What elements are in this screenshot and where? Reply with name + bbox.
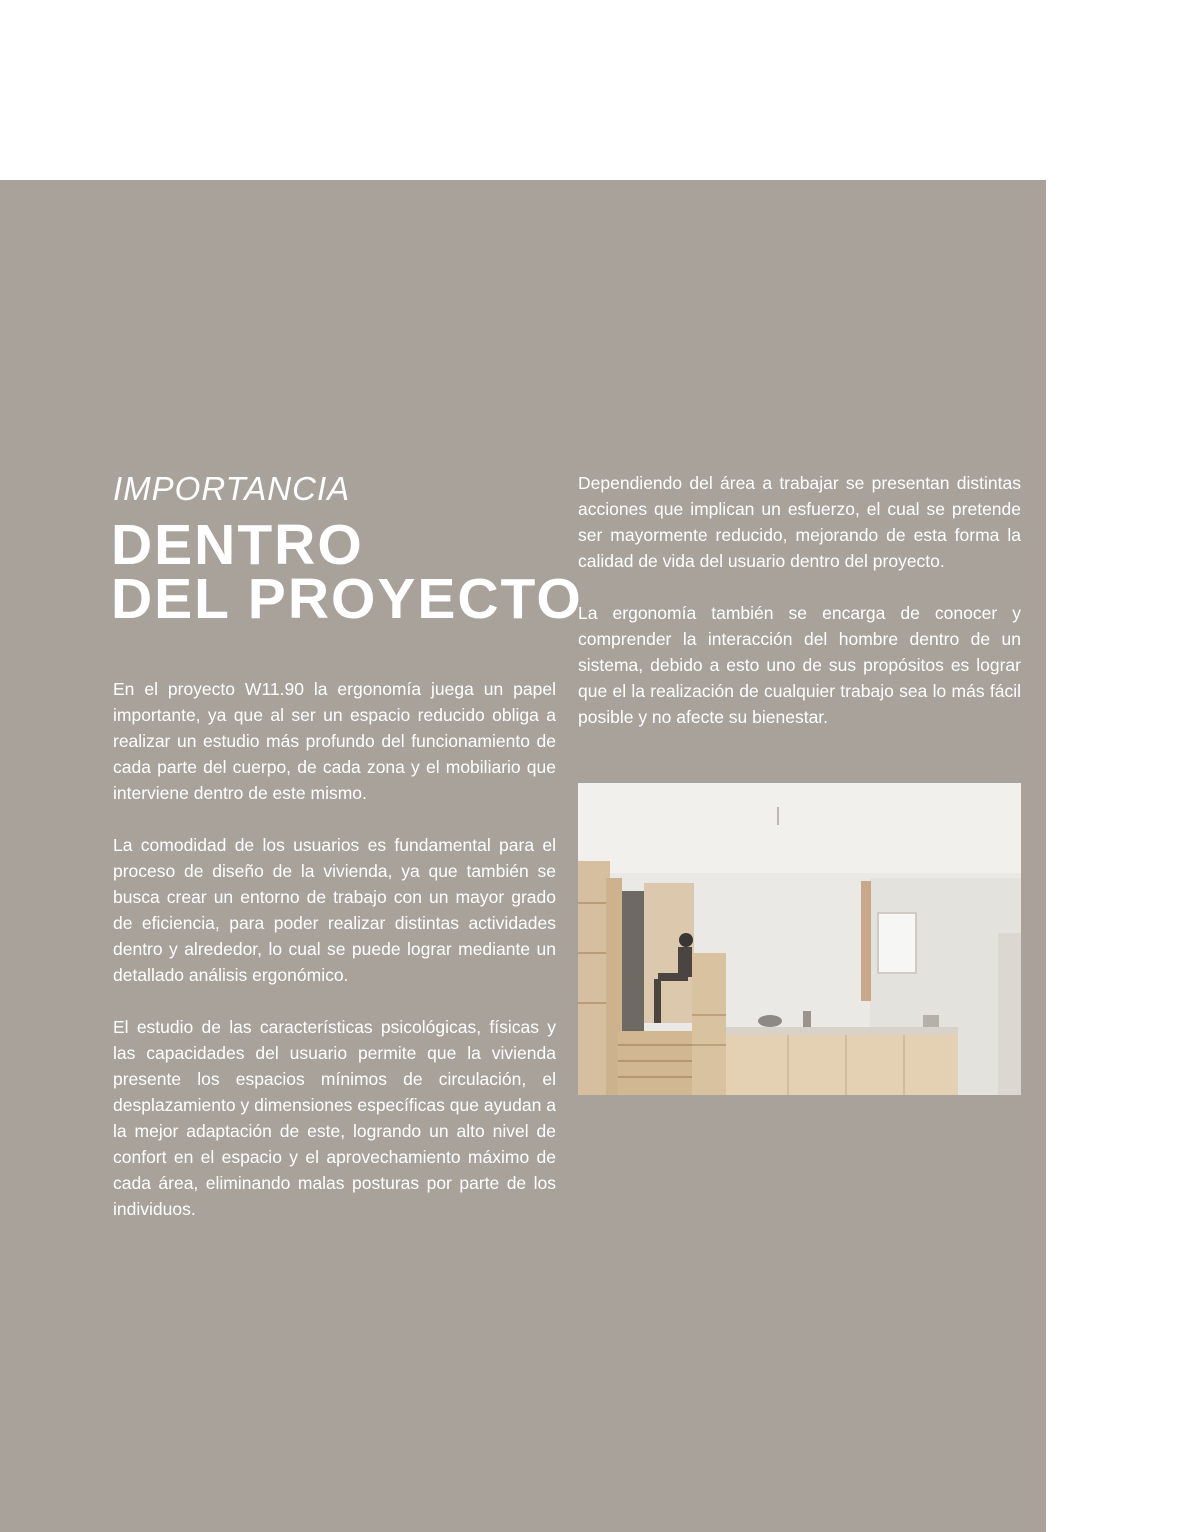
interior-photo-illustration (578, 783, 1021, 1095)
paragraph: La comodidad de los usuarios es fundamental para el proceso de diseño de la vivienda, ya que también se busca crear un entorno de trabajo con un mayor grado de eficiencia, para poder realizar distintas actividades dentro y alrededor, lo cual se puede lograr mediante un detallado análisis ergonómico. (113, 835, 556, 985)
page-title (111, 513, 583, 631)
title-line-2: DEL PROYECTO (111, 567, 583, 631)
title-line-1: DENTRO (111, 513, 364, 577)
paragraph: El estudio de las características psicológicas, físicas y las capacidades del usuario permite que la vivienda presente los espacios mínimos de circulación, el desplazamiento y dimensiones específicas que ayudan a la mejor adaptación de este, logrando un alto nivel de confort en el espacio y el aprovechamiento máximo de cada área, eliminando malas posturas por parte de los individuos. (113, 1017, 556, 1219)
paragraph: En el proyecto W11.90 la ergonomía juega un papel importante, ya que al ser un espacio reducido obliga a realizar un estudio más profundo del funcionamiento de cada parte del cuerpo, de cada zona y el mobiliario que interviene dentro de este mismo. (113, 679, 556, 803)
right-text-column (578, 470, 1021, 756)
left-text-column (113, 676, 556, 1248)
interior-photo (578, 783, 1021, 1095)
paragraph: Dependiendo del área a trabajar se presentan distintas acciones que implican un esfuerzo, el cual se pretende ser mayormente reducido, mejorando de esta forma la calidad de vida del usuario dentro del proyecto. (578, 473, 1021, 571)
paragraph: La ergonomía también se encarga de conocer y comprender la interacción del hombre dentro de un sistema, debido a esto uno de sus propósitos es lograr que el la realización de cualquier trabajo sea lo más fácil posible y no afecte su bienestar. (578, 603, 1021, 727)
section-kicker: IMPORTANCIA (113, 470, 351, 507)
